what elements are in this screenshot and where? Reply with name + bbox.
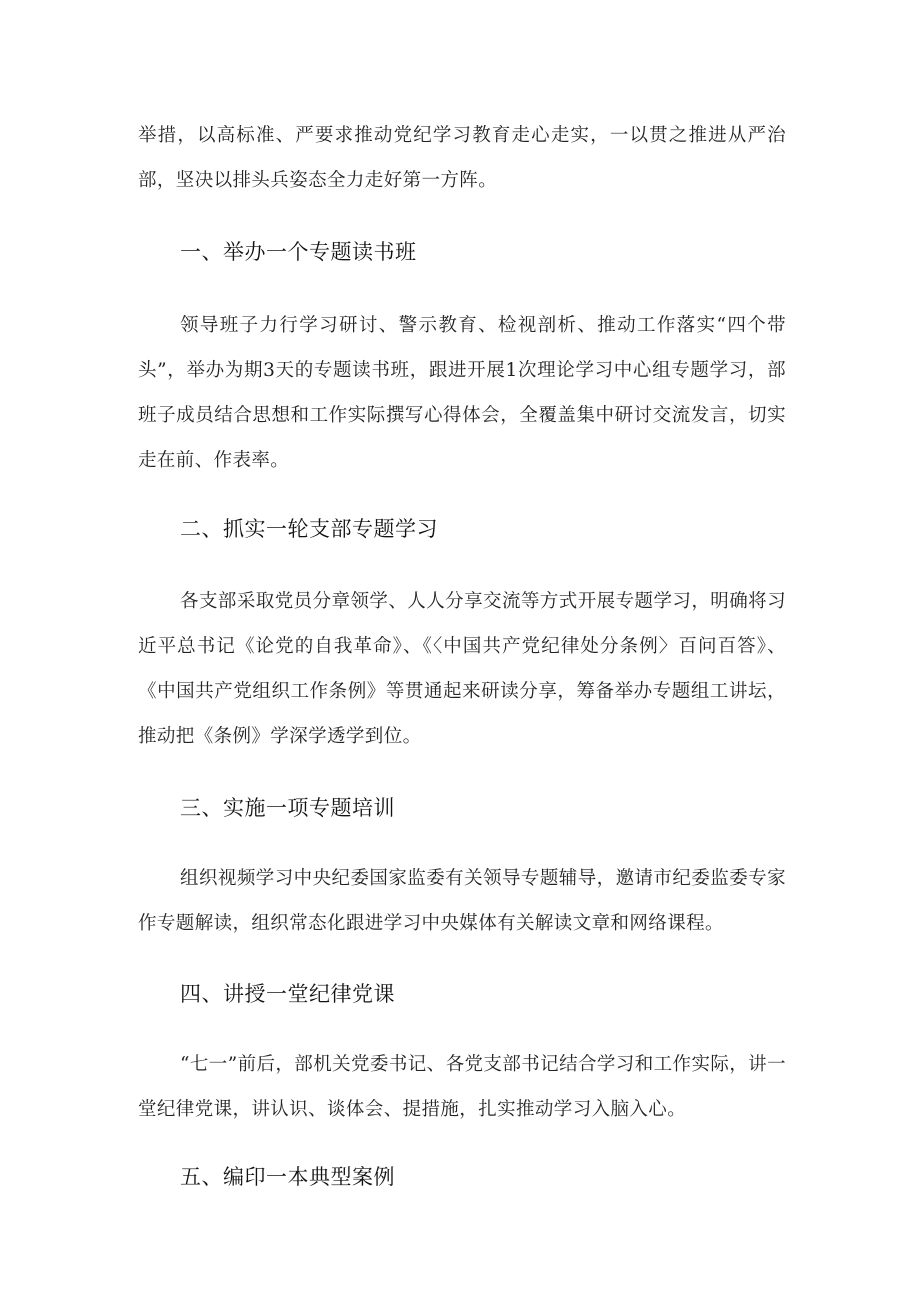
section-2-heading: 二、抓实一轮支部专题学习: [180, 517, 438, 541]
section-3-heading: 三、实施一项专题培训: [180, 796, 395, 820]
section-4-paragraph: “七一”前后，部机关党委书记、各党支部书记结合学习和工作实际，讲一堂纪律党课，讲认识、谈体会、提措施，扎实推动学习入脑入心。: [138, 1054, 786, 1120]
section-3-paragraph: 组织视频学习中央纪委国家监委有关领导专题辅导，邀请市纪委监委专家作专题解读，组织常态化跟进学习中央媒体有关解读文章和网络课程。: [138, 868, 786, 934]
section-4-heading: 四、讲授一堂纪律党课: [180, 982, 395, 1006]
intro-paragraph: 举措，以高标准、严要求推动党纪学习教育走心走实，一以贯之推进从严治部，坚决以排头兵姿态全力走好第一方阵。: [138, 125, 786, 191]
section-5-heading: 五、编印一本典型案例: [180, 1165, 395, 1189]
section-2-paragraph: 各支部采取党员分章领学、人人分享交流等方式开展专题学习，明确将习近平总书记《论党的自我革命》、《〈中国共产党纪律处分条例〉百问百答》、《中国共产党组织工作条例》等贯通起来研读分享，筹备举办专题组工讲坛，推动把《条例》学深学透学到位。: [138, 591, 786, 747]
section-1-heading: 一、举办一个专题读书班: [180, 240, 417, 264]
section-1-paragraph: 领导班子力行学习研讨、警示教育、检视剖析、推动工作落实“四个带头”，举办为期3天的专题读书班，跟进开展1次理论学习中心组专题学习，部班子成员结合思想和工作实际撰写心得体会，全覆盖集中研讨交流发言，切实走在前、作表率。: [138, 315, 786, 471]
